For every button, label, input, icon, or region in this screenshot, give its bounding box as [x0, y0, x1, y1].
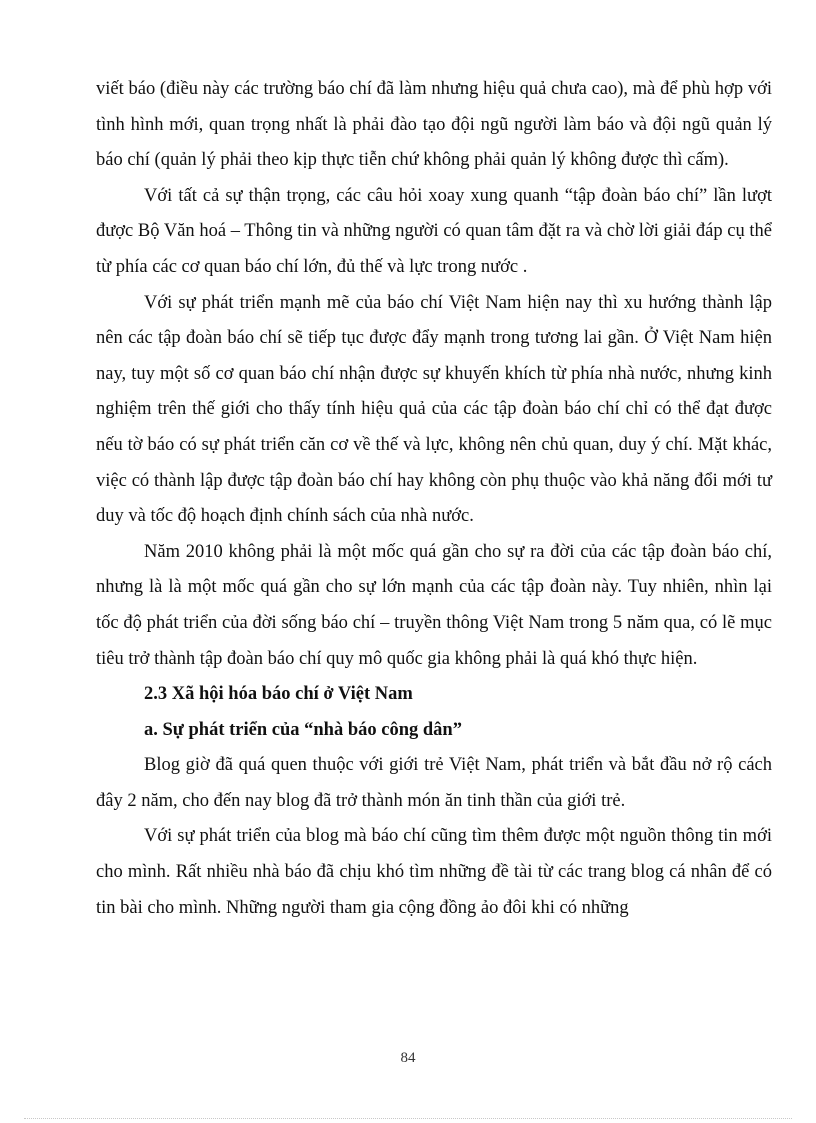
- paragraph: Với sự phát triển mạnh mẽ của báo chí Việt Nam hiện nay thì xu hướng thành lập nên các tập đoàn báo chí sẽ tiếp tục được đẩy mạnh trong tương lai gần. Ở Việt Nam hiện nay, tuy một số cơ quan báo chí nhận được sự khuyến khích từ phía nhà nước, nhưng kinh nghiệm trên thế giới cho thấy tính hiệu quả của các tập đoàn báo chí chỉ có thể đạt được nếu tờ báo có sự phát triển căn cơ về thế và lực, không nên chủ quan, duy ý chí. Mặt khác, việc có thành lập được tập đoàn báo chí hay không còn phụ thuộc vào khả năng đổi mới tư duy và tốc độ hoạch định chính sách của nhà nước.: [96, 292, 772, 527]
- subsection-heading: a. Sự phát triển của “nhà báo công dân”: [144, 719, 462, 740]
- paragraph: Với sự phát triển của blog mà báo chí cũng tìm thêm được một nguồn thông tin mới cho mình. Rất nhiều nhà báo đã chịu khó tìm những đề tài từ các trang blog cá nhân để có tin bài cho mình. Những người tham gia cộng đồng ảo đôi khi có những: [96, 826, 772, 918]
- page-body: [96, 72, 772, 926]
- page-boundary-divider: [24, 1118, 792, 1119]
- paragraph: Với tất cả sự thận trọng, các câu hỏi xoay xung quanh “tập đoàn báo chí” lần lượt được Bộ Văn hoá – Thông tin và những người có quan tâm đặt ra và chờ lời giải đáp cụ thể từ phía các cơ quan báo chí lớn, đủ thế và lực trong nước .: [96, 185, 772, 277]
- paragraph-continued: viết báo (điều này các trường báo chí đã làm nhưng hiệu quả chưa cao), mà để phù hợp với tình hình mới, quan trọng nhất là phải đào tạo đội ngũ người làm báo và đội ngũ quản lý báo chí (quản lý phải theo kịp thực tiễn chứ không phải quản lý không được thì cấm).: [96, 79, 772, 171]
- section-heading: 2.3 Xã hội hóa báo chí ở Việt Nam: [144, 684, 413, 705]
- paragraph: Năm 2010 không phải là một mốc quá gần cho sự ra đời của các tập đoàn báo chí, nhưng là là một mốc quá gần cho sự lớn mạnh của các tập đoàn này. Tuy nhiên, nhìn lại tốc độ phát triển của đời sống báo chí – truyền thông Việt Nam trong 5 năm qua, có lẽ mục tiêu trở thành tập đoàn báo chí quy mô quốc gia không phải là quá khó thực hiện.: [96, 541, 772, 669]
- page-number: 84: [400, 1050, 416, 1066]
- paragraph: Blog giờ đã quá quen thuộc với giới trẻ Việt Nam, phát triển và bắt đầu nở rộ cách đây 2 năm, cho đến nay blog đã trở thành món ăn tinh thần của giới trẻ.: [96, 755, 772, 811]
